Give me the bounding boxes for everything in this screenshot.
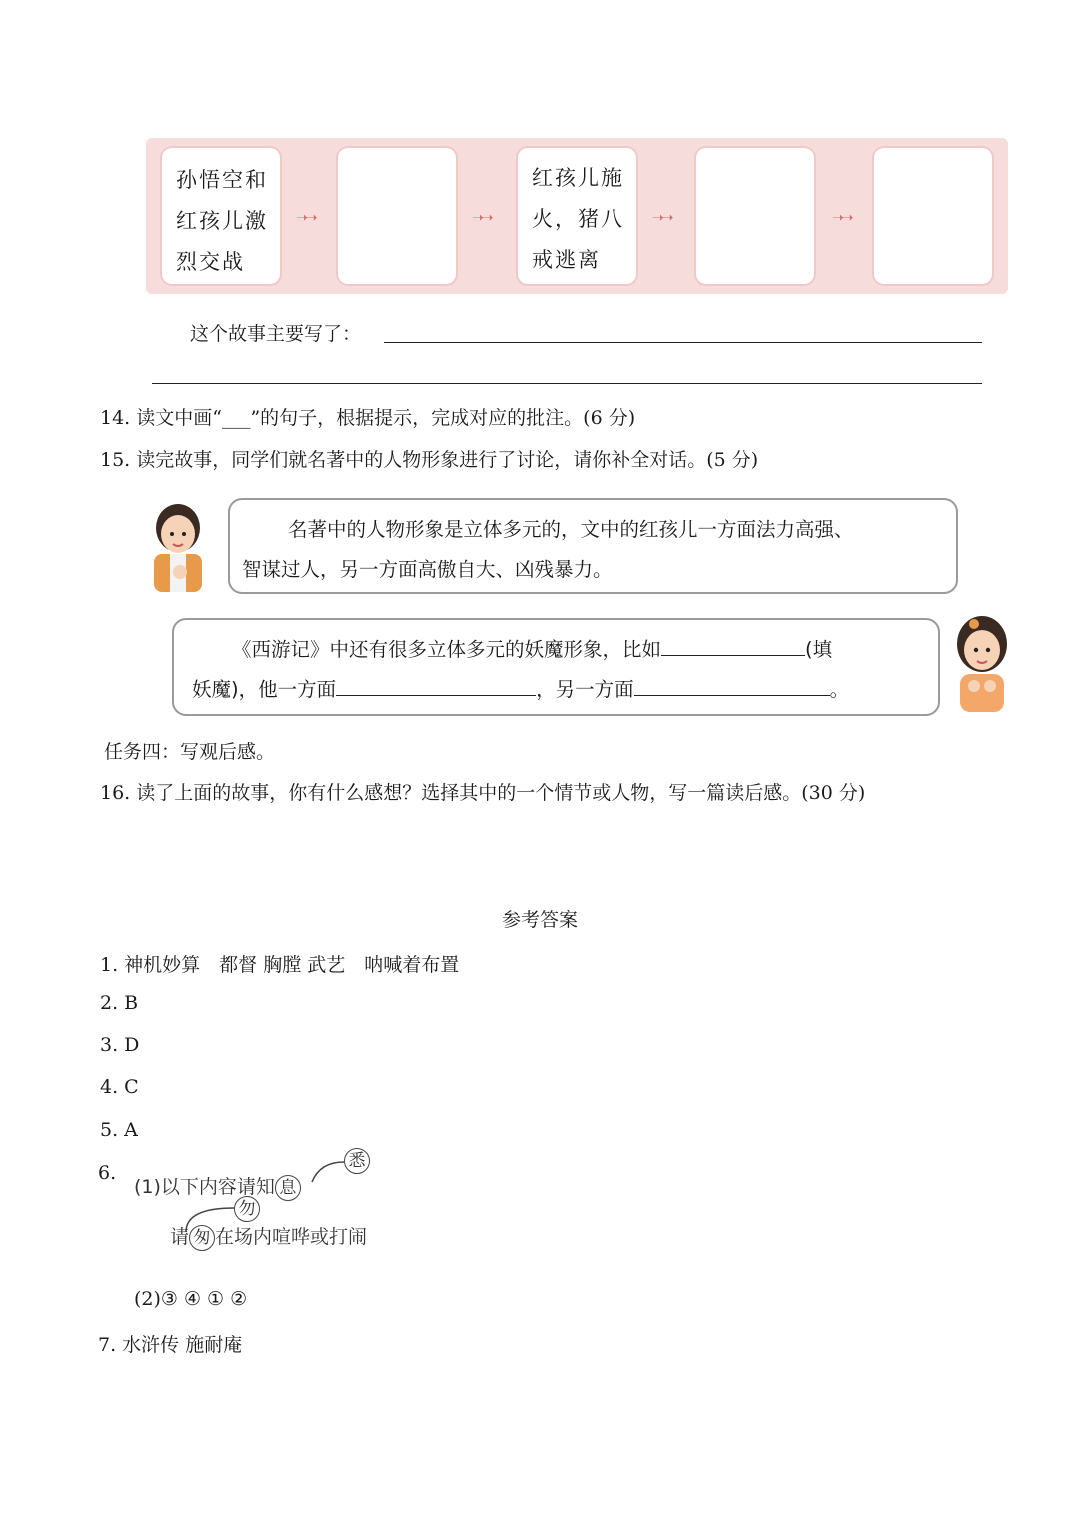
flow-arrow-icon: ➝➝ [472, 210, 492, 226]
girl-speech-bubble [172, 618, 940, 716]
trait-two-blank[interactable] [634, 675, 830, 696]
flow-arrow-icon: ➝➝ [832, 210, 852, 226]
answer-3: 3. D [100, 1034, 140, 1056]
demon-name-blank[interactable] [661, 635, 805, 656]
answer-7: 7. 水浒传 施耐庵 [98, 1334, 243, 1356]
flow-card-2-blank[interactable] [338, 148, 456, 284]
answer-6-line-2-pre: 请 [170, 1226, 190, 1248]
answer-2: 2. B [100, 992, 139, 1014]
boy-line-2: 智谋过人，另一方面高傲自大、凶残暴力。 [242, 558, 613, 581]
flow-card-5-blank[interactable] [874, 148, 992, 284]
flow-arrow-icon: ➝➝ [296, 210, 316, 226]
summary-answer-line-2[interactable] [152, 383, 982, 384]
summary-answer-line-1[interactable] [384, 342, 982, 343]
answer-6-line-2-post: 在场内喧哗或打闹 [215, 1226, 368, 1248]
flow-card-1-text: 孙悟空和红孩儿激烈交战 [176, 168, 268, 274]
answer-5: 5. A [100, 1119, 138, 1141]
correct-char-2: 勿 [234, 1196, 260, 1222]
question-16: 16. 读了上面的故事，你有什么感想？选择其中的一个情节或人物，写一篇读后感。(30 分) [100, 782, 866, 804]
girl-avatar-icon [944, 610, 1020, 714]
question-15: 15. 读完故事，同学们就名著中的人物形象进行了讨论，请你补全对话。(5 分) [100, 449, 759, 471]
story-flow-strip [146, 138, 1008, 294]
boy-avatar-icon [140, 498, 214, 594]
girl-line-part-2: (填 [805, 638, 833, 661]
wrong-char-1: 息 [275, 1175, 301, 1201]
flow-card-4-blank[interactable] [696, 148, 814, 284]
girl-line-part-4: ，另一方面 [536, 678, 634, 701]
answers-title: 参考答案 [501, 909, 578, 931]
answer-4: 4. C [100, 1076, 139, 1098]
boy-line-1: 名著中的人物形象是立体多元的，文中的红孩儿一方面法力高强、 [288, 518, 854, 541]
girl-line-part-3: 妖魔)，他一方面 [192, 678, 337, 701]
answer-6-part-2: (2)③ ④ ① ② [134, 1288, 248, 1310]
answer-1: 1. 神机妙算 都督 胸膛 武艺 呐喊着布置 [100, 954, 460, 976]
task-4-heading: 任务四：写观后感。 [104, 741, 276, 763]
flow-card-1 [162, 148, 280, 284]
answer-6-number: 6. [98, 1162, 117, 1184]
trait-one-blank[interactable] [336, 675, 536, 696]
boy-speech-bubble [228, 498, 958, 594]
question-14: 14. 读文中画“___”的句子，根据提示，完成对应的批注。(6 分) [100, 407, 636, 429]
flow-card-3 [518, 148, 636, 284]
girl-line-part-1: 《西游记》中还有很多立体多元的妖魔形象，比如 [232, 638, 662, 661]
correct-char-1: 悉 [344, 1148, 370, 1174]
wrong-char-2: 匆 [189, 1225, 215, 1251]
flow-card-3-text: 红孩儿施火，猪八戒逃离 [532, 166, 624, 272]
flow-arrow-icon: ➝➝ [652, 210, 672, 226]
answer-6-correction-figure [134, 1148, 394, 1252]
summary-prompt: 这个故事主要写了： [190, 323, 362, 345]
girl-line-part-5: 。 [829, 678, 850, 701]
answer-6-line-1: (1)以下内容请知 [134, 1176, 275, 1198]
